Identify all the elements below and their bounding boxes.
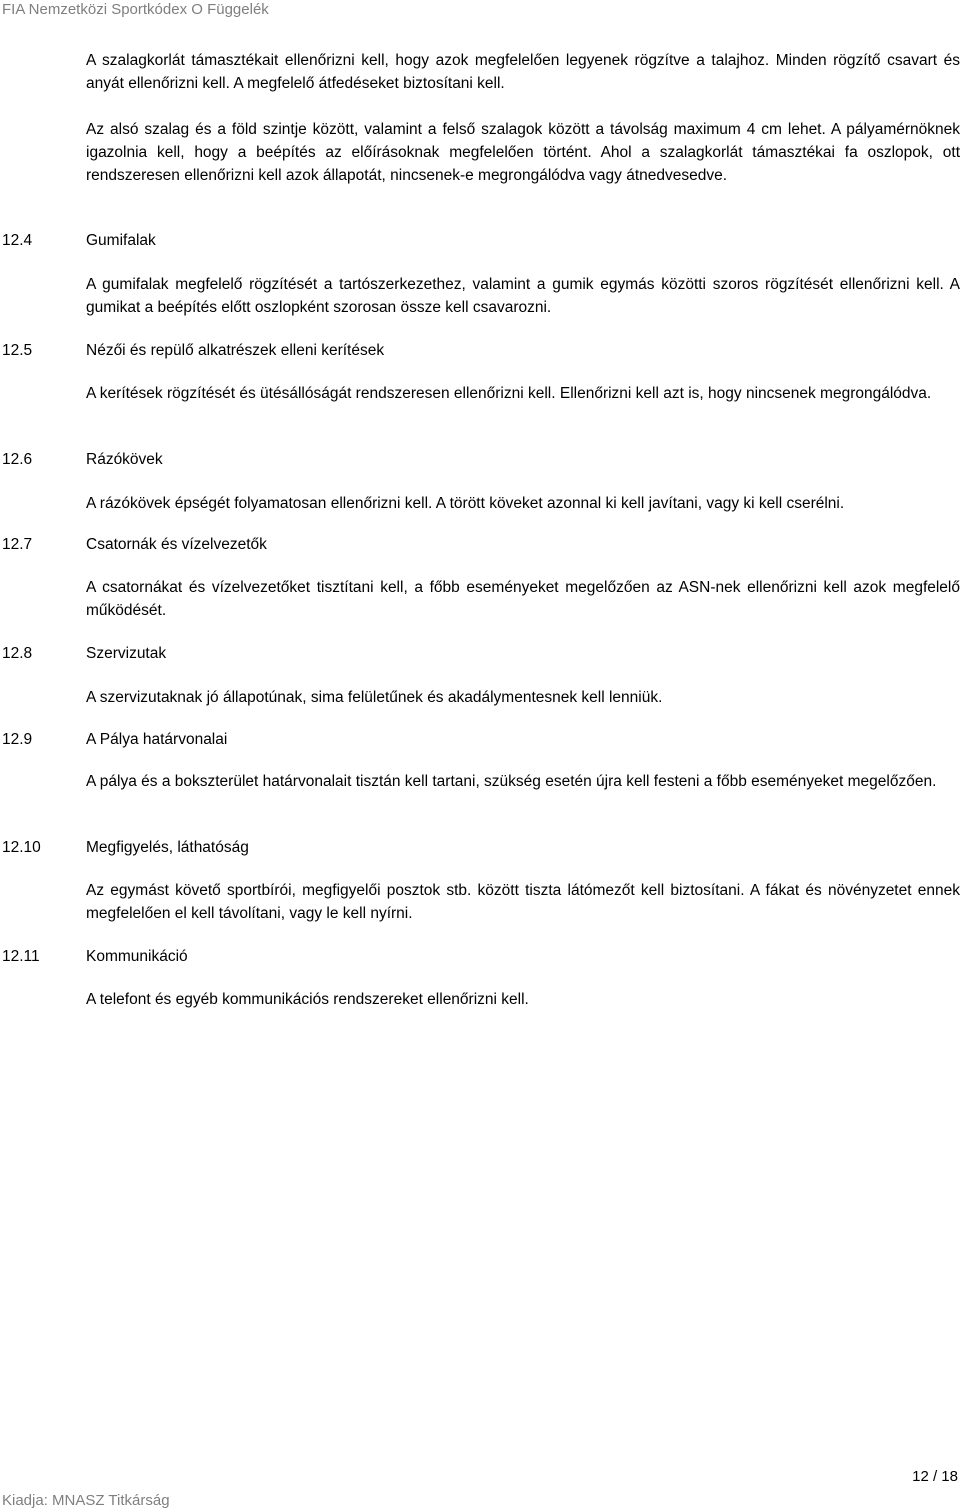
section-title: Kommunikáció [86,948,188,965]
section-title: A Pálya határvonalai [86,731,228,748]
section-number: 12.8 [2,645,33,662]
section-body-12-8: A szervizutaknak jó állapotúnak, sima felületűnek és akadálymentesnek kell lenniük. [86,689,663,706]
page-header: FIA Nemzetközi Sportkódex O Függelék [2,1,269,18]
section-body-12-6: A rázókövek épségét folyamatosan ellenőrizni kell. A törött köveket azonnal ki kell javítani, vagy ki kell cserélni. [86,495,845,512]
section-body-12-7: A csatornákat és vízelvezetőket tisztítani kell, a főbb eseményeket megelőzően az ASN-nek ellenőrizni kell azok megfelelő működését. [86,579,960,619]
section-title: Megfigyelés, láthatóság [86,839,249,856]
section-title: Rázókövek [86,451,163,468]
section-title: Csatornák és vízelvezetők [86,536,267,553]
section-number: 12.10 [2,839,41,856]
section-number: 12.9 [2,731,33,748]
footer-issuer: Kiadja: MNASZ Titkárság [2,1492,170,1509]
section-body-12-10: Az egymást követő sportbírói, megfigyelői posztok stb. között tiszta látómezőt kell biztosítani. A fákat és növényzetet ennek megfelelően el kell távolítani, vagy le kell nyírni. [86,882,960,922]
section-title: Szervizutak [86,645,167,662]
page-number: 12 / 18 [912,1468,958,1485]
intro-paragraph-2: Az alsó szalag és a föld szintje között, valamint a felső szalagok között a távolság maximum 4 cm lehet. A pályamérnöknek igazolnia kell, hogy a beépítés az előírásoknak megfelelően történt. Ahol a szalagkorlát támasztékai fa oszlopok, ott rendszeresen ellenőrizni kell azok állapotát, nincsenek-e megrongálódva vagy átnedvesedve. [86,121,960,184]
section-number: 12.4 [2,232,33,249]
section-number: 12.6 [2,451,33,468]
section-number: 12.7 [2,536,33,553]
section-body-12-11: A telefont és egyéb kommunikációs rendszereket ellenőrizni kell. [86,991,529,1008]
section-body-12-5: A kerítések rögzítését és ütésállóságát rendszeresen ellenőrizni kell. Ellenőrizni kell azt is, hogy nincsenek megrongálódva. [86,385,932,402]
section-body-12-9: A pálya és a bokszterület határvonalait tisztán kell tartani, szükség esetén újra kell festeni a főbb eseményeket megelőzően. [86,773,937,790]
section-number: 12.11 [2,948,40,965]
section-number: 12.5 [2,342,33,359]
section-title: Gumifalak [86,232,156,249]
section-title: Nézői és repülő alkatrészek elleni kerítések [86,342,385,359]
section-body-12-4: A gumifalak megfelelő rögzítését a tartószerkezethez, valamint a gumik egymás közötti szoros rögzítését ellenőrizni kell. A gumikat a beépítés előtt oszlopként szorosan össze kell csavarozni. [86,276,960,316]
intro-paragraph-1: A szalagkorlát támasztékait ellenőrizni kell, hogy azok megfelelően legyenek rögzítve a talajhoz. Minden rögzítő csavart és anyát ellenőrizni kell. A megfelelő átfedéseket biztosítani kell. [86,52,960,92]
